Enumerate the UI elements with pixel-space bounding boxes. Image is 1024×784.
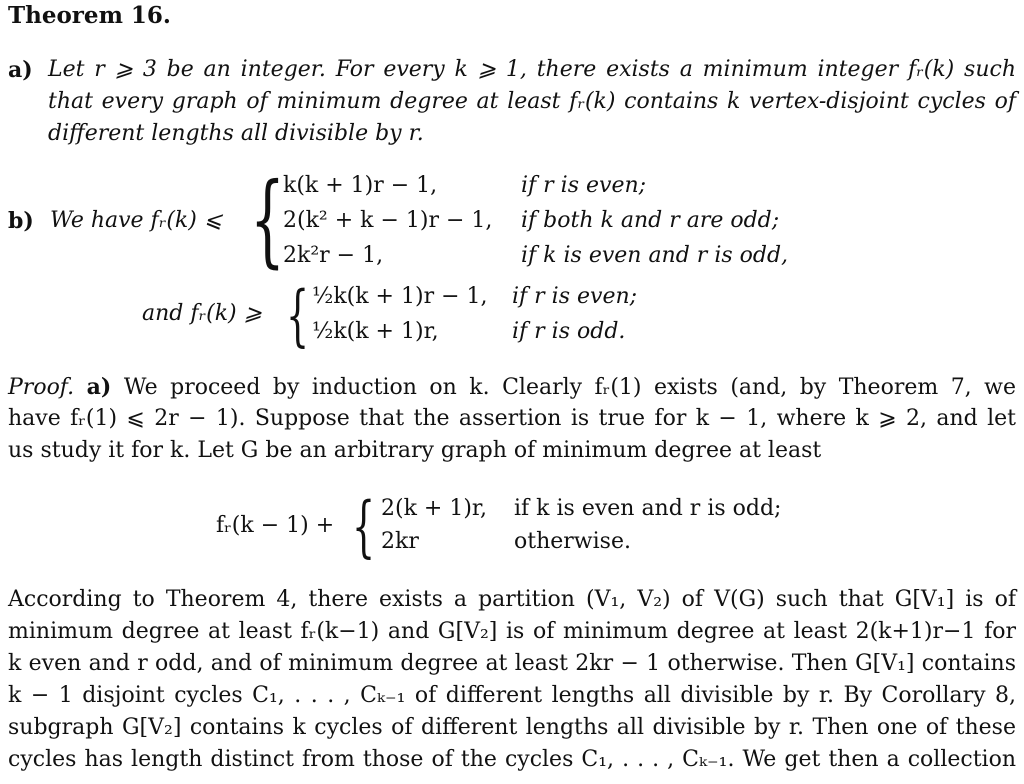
proof-line-1-text: We proceed by induction on k. Clearly fᵣ(1) exists (and, by Theorem 7, we (123, 375, 1016, 400)
upper-case-1-expr: k(k + 1)r − 1, (283, 173, 438, 198)
lower-case-1-cond: if r is even; (512, 284, 638, 309)
display-case-1-expr: 2(k + 1)r, (381, 496, 488, 521)
display-case-1-cond: if k is even and r is odd; (514, 496, 782, 521)
upper-case-2-cond: if both k and r are odd; (521, 208, 780, 233)
theorem-a-line-1: Let r ⩾ 3 be an integer. For every k ⩾ 1, there exists a minimum integer fᵣ(k) such (48, 57, 1016, 82)
lower-case-2-cond: if r is odd. (512, 319, 626, 344)
lower-case-1-expr: ½k(k + 1)r − 1, (312, 284, 488, 309)
proof-line-2: have fᵣ(1) ⩽ 2r − 1). Suppose that the assertion is true for k − 1, where k ⩾ 2, and let (8, 406, 1016, 431)
proof-after-line-2: minimum degree at least fᵣ(k−1) and G[V₂] is of minimum degree at least 2(k+1)r−1 for (8, 619, 1016, 644)
proof-label: Proof. (8, 375, 75, 400)
upper-case-3-cond: if k is even and r is odd, (521, 243, 789, 268)
lower-case-2-expr: ½k(k + 1)r, (312, 319, 439, 344)
proof-after-line-6: cycles has length distinct from those of the cycles C₁, . . . , Cₖ₋₁. We get then a collection (8, 747, 1016, 772)
display-case-2-cond: otherwise. (514, 529, 631, 554)
display-intro: fᵣ(k − 1) + (216, 513, 335, 538)
part-a-label: a) (8, 57, 33, 83)
proof-line-1 (8, 373, 1016, 402)
proof-after-line-3: k even and r odd, and of minimum degree at least 2kr − 1 otherwise. Then G[V₁] contains (8, 651, 1016, 676)
lower-bound-intro: and fᵣ(k) ⩾ (142, 301, 263, 326)
part-b-label: b) (8, 208, 34, 234)
display-cases-brace: { (352, 488, 376, 565)
upper-bound-intro: We have fᵣ(k) ⩽ (50, 208, 223, 233)
upper-case-3-expr: 2k²r − 1, (283, 243, 384, 268)
lower-cases-brace: { (286, 277, 310, 354)
upper-case-1-cond: if r is even; (521, 173, 647, 198)
proof-after-line-4: k − 1 disjoint cycles C₁, . . . , Cₖ₋₁ of different lengths all divisible by r. By Corollary 8, (8, 683, 1016, 708)
proof-after-line-5: subgraph G[V₂] contains k cycles of different lengths all divisible by r. Then one of these (8, 715, 1016, 740)
proof-after-line-1: According to Theorem 4, there exists a partition (V₁, V₂) of V(G) such that G[V₁] is of (8, 587, 1016, 612)
proof-line-3: us study it for k. Let G be an arbitrary graph of minimum degree at least (8, 438, 822, 463)
proof-part-label: a) (86, 374, 112, 400)
upper-cases-brace: { (250, 161, 285, 278)
upper-case-2-expr: 2(k² + k − 1)r − 1, (283, 208, 493, 233)
display-case-2-expr: 2kr (381, 529, 419, 554)
theorem-a-line-3: different lengths all divisible by r. (48, 121, 424, 146)
theorem-title: Theorem 16. (8, 2, 171, 29)
theorem-a-line-2: that every graph of minimum degree at least fᵣ(k) contains k vertex-disjoint cycles of (48, 89, 1016, 114)
